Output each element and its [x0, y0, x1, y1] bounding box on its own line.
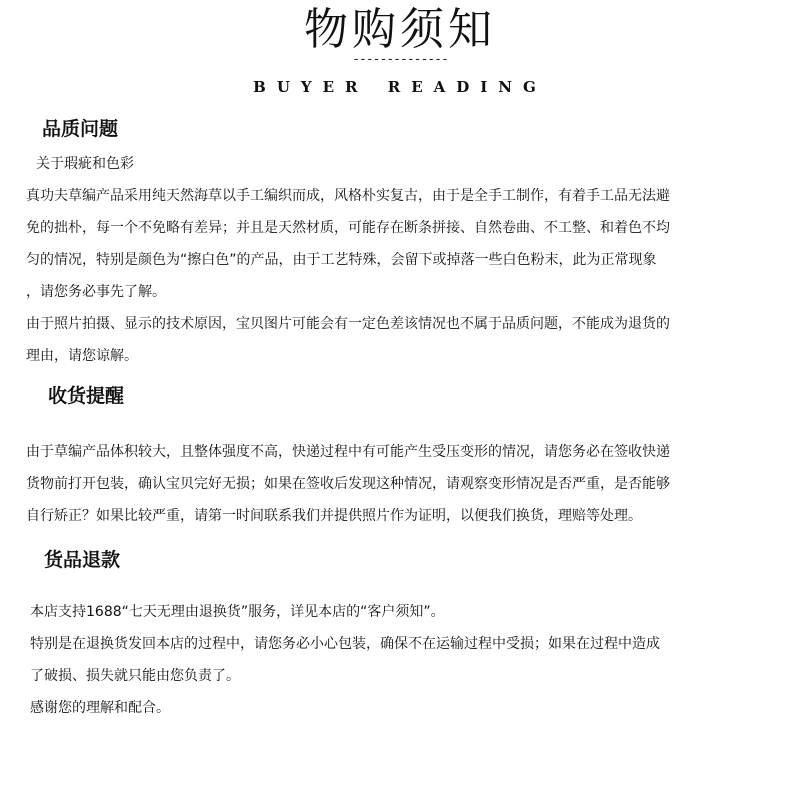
body-line: 由于草编产品体积较大，且整体强度不高，快递过程中有可能产生受压变形的情况，请您务必在签收快递 — [26, 444, 670, 460]
section-heading-quality: 品质问题 — [42, 118, 119, 140]
section-body-quality — [26, 148, 670, 372]
section-body-refund — [30, 596, 660, 724]
section-heading-delivery: 收货提醒 — [48, 385, 125, 407]
body-line: 感谢您的理解和配合。 — [30, 700, 170, 716]
body-line: ，请您务必事先了解。 — [26, 284, 166, 300]
body-line: 自行矫正？如果比较严重，请第一时间联系我们并提供照片作为证明，以便我们换货，理赔等处理。 — [26, 508, 642, 524]
body-line: 了破损、损失就只能由您负责了。 — [30, 668, 240, 684]
body-line: 由于照片拍摄、显示的技术原因，宝贝图片可能会有一定色差该情况也不属于品质问题，不能成为退货的 — [26, 316, 670, 332]
page-subtitle — [0, 78, 800, 96]
body-line: 真功夫草编产品采用纯天然海草以手工编织而成，风格朴实复古，由于是全手工制作，有着手工品无法避 — [26, 188, 670, 204]
quality-subheading: 关于瑕疵和色彩 — [36, 156, 134, 172]
body-line: 本店支持1688“七天无理由退换货”服务，详见本店的“客户须知”。 — [30, 604, 445, 620]
section-body-delivery — [26, 436, 670, 532]
body-line: 特别是在退换货发回本店的过程中，请您务必小心包装，确保不在运输过程中受损；如果在过程中造成 — [30, 636, 660, 652]
body-line: 匀的情况，特别是颜色为“擦白色”的产品，由于工艺特殊，会留下或掉落一些白色粉末，此为正常现象 — [26, 252, 657, 268]
body-line: 货物前打开包装，确认宝贝完好无损；如果在签收后发现这种情况，请观察变形情况是否严重，是否能够 — [26, 476, 670, 492]
body-line: 免的拙朴，每一个不免略有差异；并且是天然材质，可能存在断条拼接、自然卷曲、不工整、和着色不均 — [26, 220, 670, 236]
body-line: 理由，请您谅解。 — [26, 348, 138, 364]
subtitle-word-1: BUYER — [253, 78, 369, 96]
subtitle-word-2: READING — [387, 78, 547, 96]
page-title: 物购须知 — [304, 4, 496, 55]
title-dash-rule: -------------- — [352, 52, 448, 67]
section-heading-refund: 货品退款 — [44, 549, 121, 571]
